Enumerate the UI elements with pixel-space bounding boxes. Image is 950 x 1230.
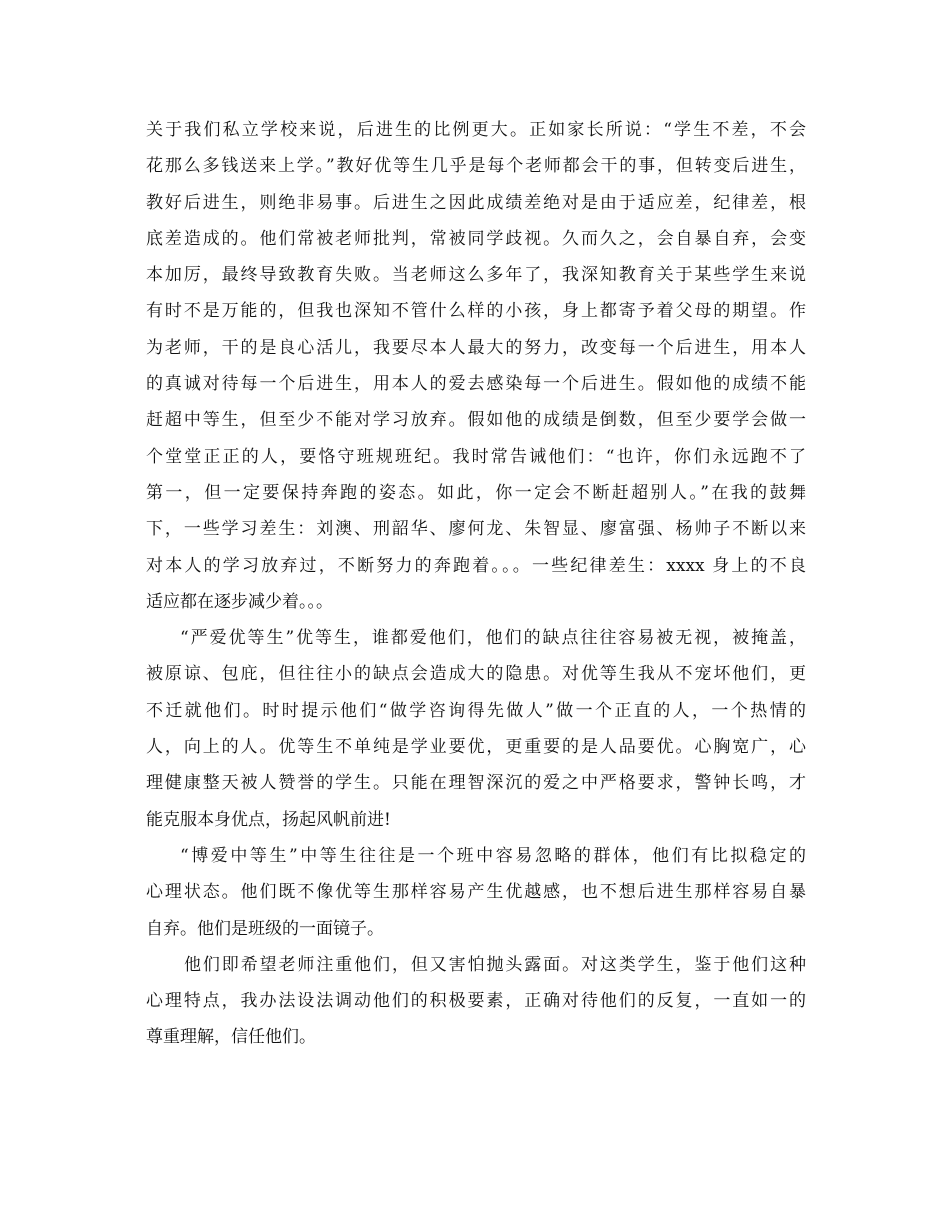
text-line: 适应都在逐步减少着。。。 bbox=[146, 591, 333, 612]
paragraph-backward-students bbox=[146, 112, 806, 620]
text-line: “严爱优等生”优等生，谁都爱他们，他们的缺点往往容易被无视，被掩盖， bbox=[180, 628, 806, 649]
text-line: 被原谅、包庇，但往往小的缺点会造成大的隐患。对优等生我从不宠坏他们，更 bbox=[146, 664, 806, 685]
text-line: 底差造成的。他们常被老师批判，常被同学歧视。久而久之，会自暴自弃，会变 bbox=[146, 228, 806, 249]
text-line: 下，一些学习差生：刘澳、刑韶华、廖何龙、朱智显、廖富强、杨帅子不断以来 bbox=[146, 519, 806, 540]
text-line: 心理特点，我办法设法调动他们的积极要素，正确对待他们的反复，一直如一的 bbox=[146, 991, 806, 1012]
text-line: 第一，但一定要保持奔跑的姿态。如此，你一定会不断赶超别人。”在我的鼓舞 bbox=[146, 482, 806, 503]
text-line: “博爱中等生”中等生往往是一个班中容易忽略的群体，他们有比拟稳定的 bbox=[180, 845, 806, 866]
text-line: 花那么多钱送来上学。”教好优等生几乎是每个老师都会干的事，但转变后进生， bbox=[146, 156, 806, 177]
text-line: 个堂堂正正的人，要恪守班规班纪。我时常告诫他们：“也许，你们永远跑不了 bbox=[146, 446, 806, 467]
text-line: 他们即希望老师注重他们，但又害怕抛头露面。对这类学生，鉴于他们这种 bbox=[184, 954, 806, 975]
text-line: 能克服本身优点，扬起风帆前进! bbox=[146, 809, 391, 830]
text-line: 人，向上的人。优等生不单纯是学业要优，更重要的是人品要优。心胸宽广，心 bbox=[146, 737, 806, 758]
text-line: 心理状态。他们既不像优等生那样容易产生优越感，也不想后进生那样容易自暴 bbox=[146, 882, 806, 903]
text-line: 为老师，干的是良心活儿，我要尽本人最大的努力，改变每一个后进生，用本人 bbox=[146, 337, 806, 358]
paragraph-love-middle-students bbox=[146, 838, 806, 947]
text-line: 自弃。他们是班级的一面镜子。 bbox=[146, 918, 384, 939]
text-line: 本加厉，最终导致教育失败。当老师这么多年了，我深知教育关于某些学生来说 bbox=[146, 265, 806, 286]
text-line: 教好后进生，则绝非易事。后进生之因此成绩差绝对是由于适应差，纪律差，根 bbox=[146, 192, 806, 213]
text-line: 的真诚对待每一个后进生，用本人的爱去感染每一个后进生。假如他的成绩不能 bbox=[146, 374, 806, 395]
paragraph-middle-students-approach bbox=[146, 947, 806, 1056]
text-line: 尊重理解，信任他们。 bbox=[146, 1027, 316, 1048]
text-line: 不迁就他们。时时提示他们“做学咨询得先做人”做一个正直的人，一个热情的 bbox=[146, 700, 806, 721]
text-line: 关于我们私立学校来说，后进生的比例更大。正如家长所说：“学生不差，不会 bbox=[146, 120, 806, 140]
text-line: 对本人的学习放弃过，不断努力的奔跑着。。。一些纪律差生：xxxx 身上的不良 bbox=[146, 555, 806, 576]
text-line: 有时不是万能的，但我也深知不管什么样的小孩，身上都寄予着父母的期望。作 bbox=[146, 301, 806, 322]
paragraph-strict-love-top-students bbox=[146, 620, 806, 838]
document-body bbox=[146, 112, 806, 1056]
text-line: 赶超中等生，但至少不能对学习放弃。假如他的成绩是倒数，但至少要学会做一 bbox=[146, 410, 806, 431]
text-line: 理健康整天被人赞誉的学生。只能在理智深沉的爱之中严格要求，警钟长鸣，才 bbox=[146, 773, 806, 794]
